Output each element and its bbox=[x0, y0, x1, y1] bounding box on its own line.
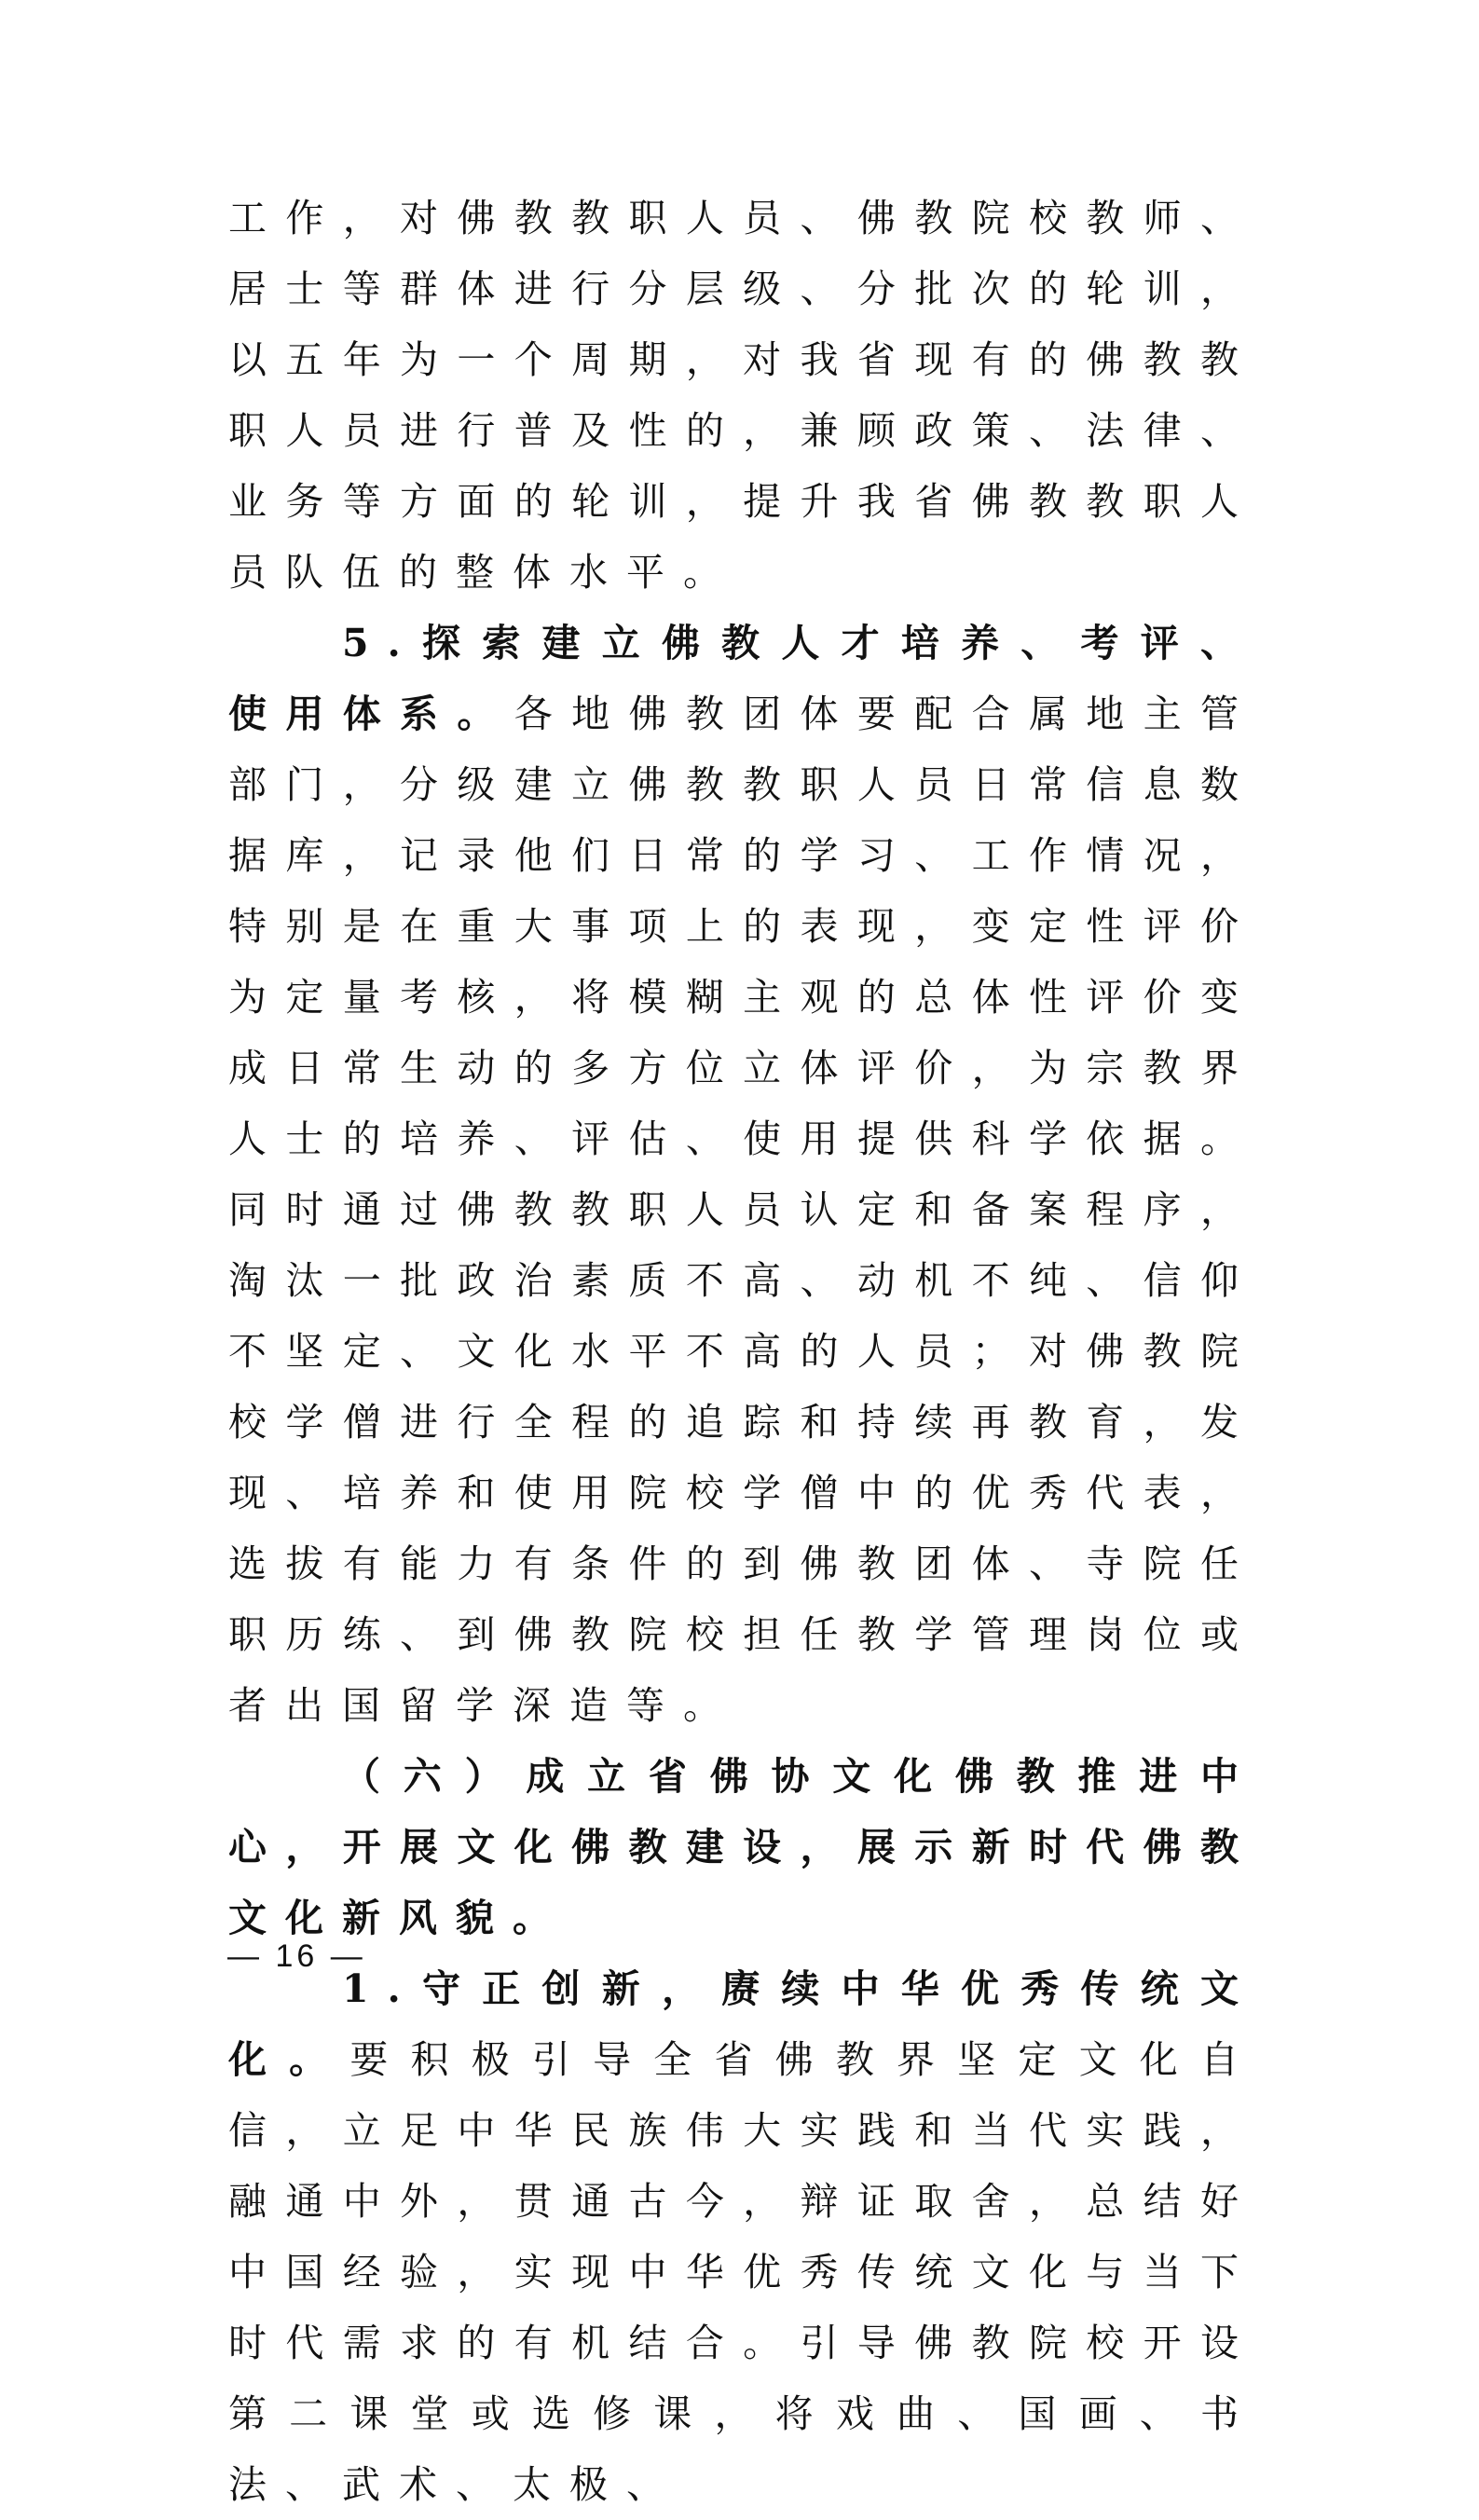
paragraph-lead-heading: 5.探索建立佛教人才培养、考评、使用体系。 bbox=[228, 621, 1257, 736]
paragraph-lead-heading: 1.守正创新，赓续中华优秀传统文化。 bbox=[228, 1966, 1257, 2082]
paragraph-training-cycle bbox=[228, 183, 1257, 608]
paragraph-item-5-talent-system bbox=[228, 608, 1257, 1741]
paragraph-text: 要积极引导全省佛教界坚定文化自信，立足中华民族伟大实践和当代实践，融通中外，贯通古今，辩证取舍，总结好中国经验，实现中华优秀传统文化与当下时代需求的有机结合。引导佛教院校开设第二课堂或选修课，将戏曲、国画、书法、武术、太极、 bbox=[228, 2037, 1257, 2507]
paragraph-item-1-tradition bbox=[228, 1953, 1257, 2520]
document-body bbox=[228, 183, 1257, 2520]
page-number: — 16 — bbox=[227, 1938, 366, 1974]
section-heading-6-cultural-buddhism bbox=[228, 1741, 1257, 1953]
paragraph-text: 工作，对佛教教职人员、佛教院校教师、居士等群体进行分层级、分批次的轮训，以五年为一个周期，对我省现有的佛教教职人员进行普及性的，兼顾政策、法律、业务等方面的轮训，提升我省佛教教职人员队伍的整体水平。 bbox=[228, 196, 1257, 595]
section-heading-text: （六）成立省佛协文化佛教推进中心，开展文化佛教建设，展示新时代佛教文化新风貌。 bbox=[228, 1754, 1257, 1940]
paragraph-text: 各地佛教团体要配合属地主管部门，分级建立佛教教职人员日常信息数据库，记录他们日常的学习、工作情况，特别是在重大事项上的表现，变定性评价为定量考核，将模糊主观的总体性评价变成日常生动的多方位立体评价，为宗教界人士的培养、评估、使用提供科学依据。同时通过佛教教职人员认定和备案程序，淘汰一批政治素质不高、动机不纯、信仰不坚定、文化水平不高的人员；对佛教院校学僧进行全程的追踪和持续再教育，发现、培养和使用院校学僧中的优秀代表，选拔有能力有条件的到佛教团体、寺院任职历练、到佛教院校担任教学管理岗位或者出国留学深造等。 bbox=[228, 692, 1257, 1728]
